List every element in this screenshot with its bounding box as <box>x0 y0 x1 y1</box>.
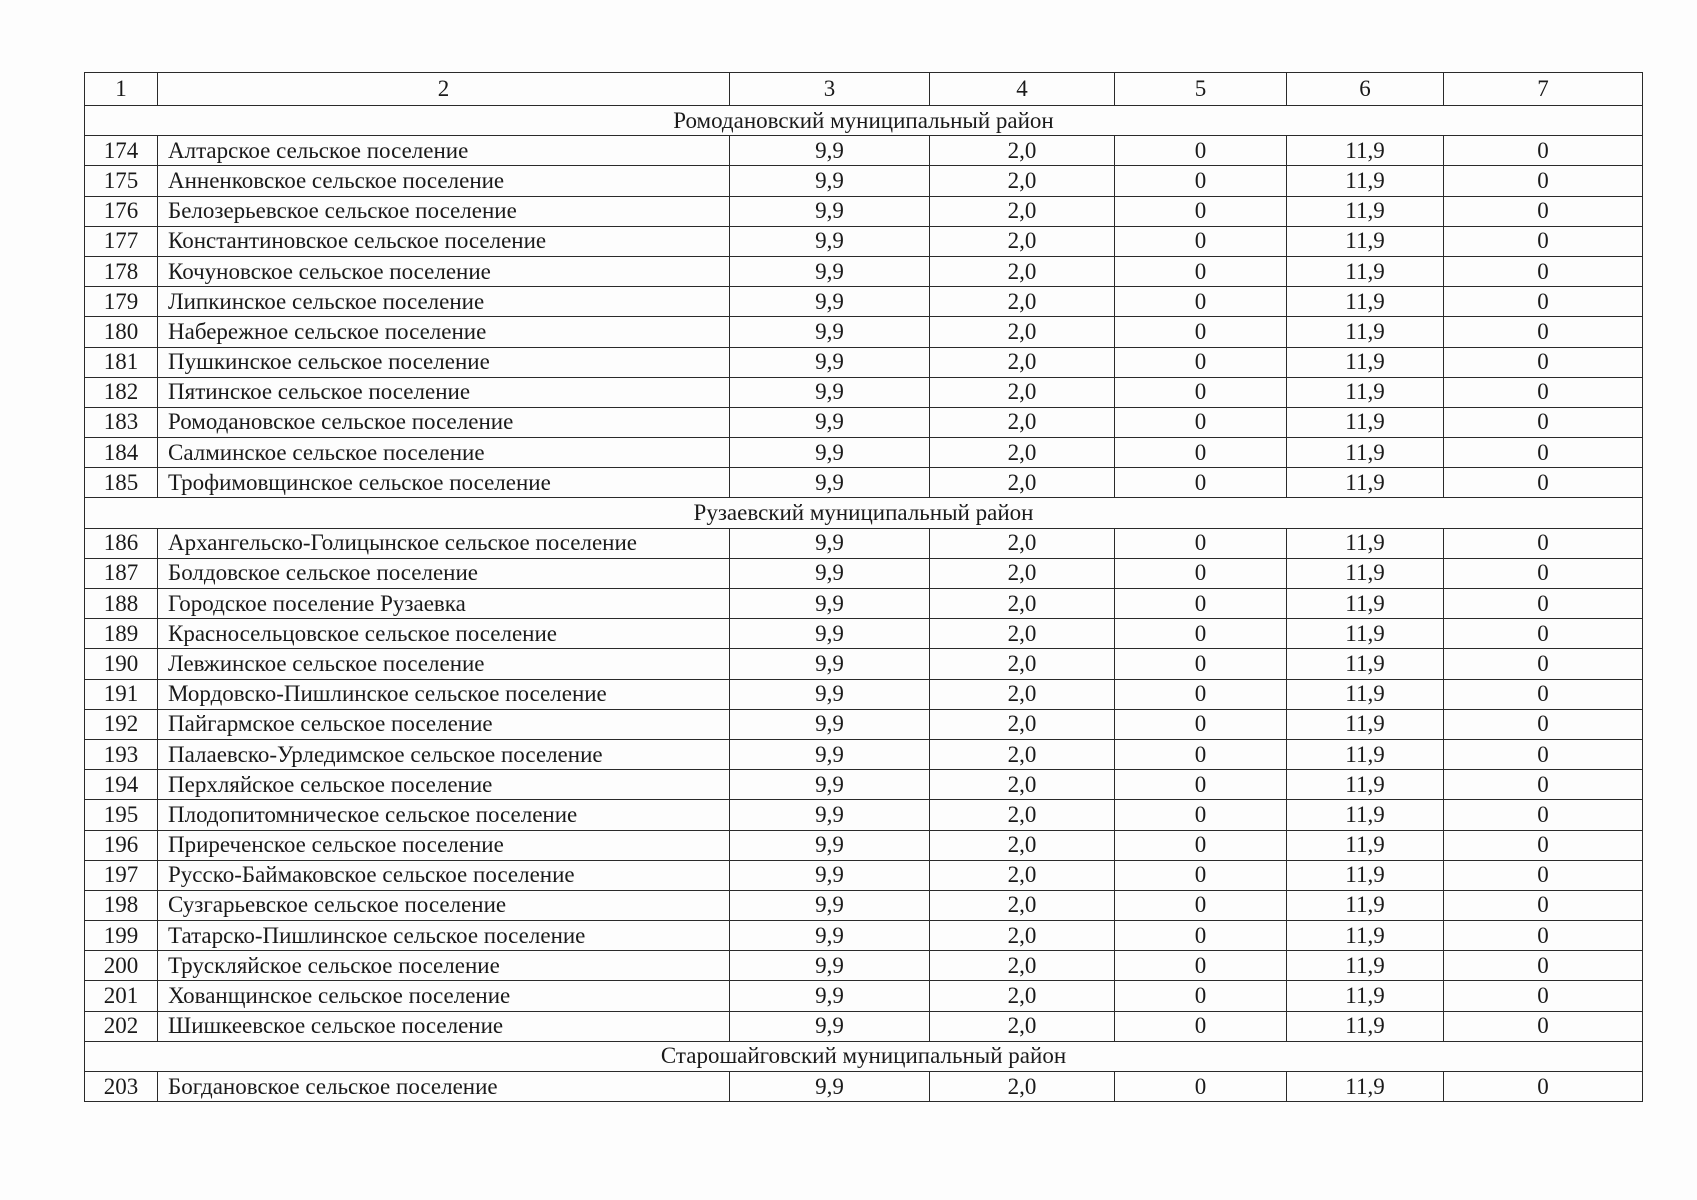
value-col-6: 11,9 <box>1287 589 1444 619</box>
value-col-5: 0 <box>1115 890 1287 920</box>
row-number: 184 <box>85 438 158 468</box>
value-col-6: 11,9 <box>1287 256 1444 286</box>
value-col-6: 11,9 <box>1287 739 1444 769</box>
value-col-4: 2,0 <box>930 770 1115 800</box>
value-col-3: 9,9 <box>730 287 930 317</box>
column-header: 6 <box>1287 73 1444 106</box>
value-col-7: 0 <box>1444 860 1643 890</box>
value-col-7: 0 <box>1444 679 1643 709</box>
row-number: 197 <box>85 860 158 890</box>
row-number: 188 <box>85 589 158 619</box>
table-row <box>85 679 1643 709</box>
row-number: 194 <box>85 770 158 800</box>
settlement-name: Палаевско-Урледимское сельское поселение <box>158 739 730 769</box>
settlement-name: Плодопитомническое сельское поселение <box>158 800 730 830</box>
section-header-row <box>85 498 1643 528</box>
settlement-name: Трускляйское сельское поселение <box>158 951 730 981</box>
value-col-5: 0 <box>1115 921 1287 951</box>
value-col-5: 0 <box>1115 438 1287 468</box>
settlement-name: Татарско-Пишлинское сельское поселение <box>158 921 730 951</box>
value-col-3: 9,9 <box>730 166 930 196</box>
value-col-7: 0 <box>1444 709 1643 739</box>
table-row <box>85 830 1643 860</box>
value-col-7: 0 <box>1444 438 1643 468</box>
value-col-5: 0 <box>1115 287 1287 317</box>
value-col-6: 11,9 <box>1287 558 1444 588</box>
column-header: 3 <box>730 73 930 106</box>
table-row <box>85 770 1643 800</box>
value-col-4: 2,0 <box>930 709 1115 739</box>
value-col-3: 9,9 <box>730 438 930 468</box>
settlement-name: Сузгарьевское сельское поселение <box>158 890 730 920</box>
value-col-5: 0 <box>1115 860 1287 890</box>
value-col-3: 9,9 <box>730 890 930 920</box>
row-number: 183 <box>85 407 158 437</box>
table-row <box>85 890 1643 920</box>
value-col-5: 0 <box>1115 377 1287 407</box>
value-col-5: 0 <box>1115 1011 1287 1041</box>
value-col-5: 0 <box>1115 951 1287 981</box>
table-row <box>85 649 1643 679</box>
table-row <box>85 438 1643 468</box>
value-col-6: 11,9 <box>1287 951 1444 981</box>
column-header: 1 <box>85 73 158 106</box>
value-col-5: 0 <box>1115 136 1287 166</box>
settlement-name: Салминское сельское поселение <box>158 438 730 468</box>
value-col-3: 9,9 <box>730 679 930 709</box>
value-col-5: 0 <box>1115 558 1287 588</box>
value-col-4: 2,0 <box>930 196 1115 226</box>
column-header: 4 <box>930 73 1115 106</box>
section-title: Старошайговский муниципальный район <box>85 1041 1643 1071</box>
settlement-name: Шишкеевское сельское поселение <box>158 1011 730 1041</box>
row-number: 181 <box>85 347 158 377</box>
value-col-5: 0 <box>1115 770 1287 800</box>
data-table <box>84 72 1643 1102</box>
value-col-3: 9,9 <box>730 136 930 166</box>
value-col-3: 9,9 <box>730 921 930 951</box>
value-col-7: 0 <box>1444 377 1643 407</box>
settlement-name: Пятинское сельское поселение <box>158 377 730 407</box>
settlement-name: Красносельцовское сельское поселение <box>158 619 730 649</box>
value-col-3: 9,9 <box>730 407 930 437</box>
settlement-name: Городское поселение Рузаевка <box>158 589 730 619</box>
value-col-4: 2,0 <box>930 377 1115 407</box>
value-col-5: 0 <box>1115 256 1287 286</box>
row-number: 198 <box>85 890 158 920</box>
value-col-6: 11,9 <box>1287 317 1444 347</box>
value-col-6: 11,9 <box>1287 407 1444 437</box>
column-header: 7 <box>1444 73 1643 106</box>
value-col-5: 0 <box>1115 981 1287 1011</box>
value-col-6: 11,9 <box>1287 287 1444 317</box>
value-col-6: 11,9 <box>1287 1011 1444 1041</box>
value-col-5: 0 <box>1115 709 1287 739</box>
value-col-3: 9,9 <box>730 709 930 739</box>
settlement-name: Болдовское сельское поселение <box>158 558 730 588</box>
value-col-7: 0 <box>1444 739 1643 769</box>
row-number: 180 <box>85 317 158 347</box>
value-col-6: 11,9 <box>1287 830 1444 860</box>
value-col-6: 11,9 <box>1287 800 1444 830</box>
value-col-3: 9,9 <box>730 347 930 377</box>
row-number: 203 <box>85 1072 158 1102</box>
table-row <box>85 166 1643 196</box>
table-row <box>85 136 1643 166</box>
row-number: 199 <box>85 921 158 951</box>
row-number: 195 <box>85 800 158 830</box>
settlement-name: Алтарское сельское поселение <box>158 136 730 166</box>
value-col-3: 9,9 <box>730 619 930 649</box>
settlement-name: Белозерьевское сельское поселение <box>158 196 730 226</box>
value-col-7: 0 <box>1444 951 1643 981</box>
value-col-3: 9,9 <box>730 196 930 226</box>
value-col-6: 11,9 <box>1287 890 1444 920</box>
value-col-7: 0 <box>1444 921 1643 951</box>
settlement-name: Приреченское сельское поселение <box>158 830 730 860</box>
value-col-4: 2,0 <box>930 649 1115 679</box>
value-col-5: 0 <box>1115 739 1287 769</box>
value-col-4: 2,0 <box>930 317 1115 347</box>
value-col-6: 11,9 <box>1287 136 1444 166</box>
table-row <box>85 226 1643 256</box>
settlement-name: Левжинское сельское поселение <box>158 649 730 679</box>
value-col-6: 11,9 <box>1287 196 1444 226</box>
value-col-5: 0 <box>1115 166 1287 196</box>
value-col-6: 11,9 <box>1287 347 1444 377</box>
value-col-4: 2,0 <box>930 739 1115 769</box>
value-col-4: 2,0 <box>930 407 1115 437</box>
value-col-5: 0 <box>1115 196 1287 226</box>
value-col-6: 11,9 <box>1287 1072 1444 1102</box>
settlement-name: Константиновское сельское поселение <box>158 226 730 256</box>
table-row <box>85 739 1643 769</box>
table-row <box>85 1011 1643 1041</box>
settlement-name: Богдановское сельское поселение <box>158 1072 730 1102</box>
settlement-name: Перхляйское сельское поселение <box>158 770 730 800</box>
value-col-3: 9,9 <box>730 377 930 407</box>
value-col-4: 2,0 <box>930 528 1115 558</box>
value-col-4: 2,0 <box>930 136 1115 166</box>
value-col-3: 9,9 <box>730 800 930 830</box>
value-col-3: 9,9 <box>730 468 930 498</box>
row-number: 176 <box>85 196 158 226</box>
value-col-4: 2,0 <box>930 256 1115 286</box>
value-col-7: 0 <box>1444 347 1643 377</box>
row-number: 190 <box>85 649 158 679</box>
value-col-4: 2,0 <box>930 860 1115 890</box>
row-number: 185 <box>85 468 158 498</box>
table-row <box>85 800 1643 830</box>
value-col-5: 0 <box>1115 1072 1287 1102</box>
settlement-name: Ромодановское сельское поселение <box>158 407 730 437</box>
value-col-5: 0 <box>1115 528 1287 558</box>
value-col-3: 9,9 <box>730 558 930 588</box>
column-header: 2 <box>158 73 730 106</box>
table-row <box>85 619 1643 649</box>
row-number: 200 <box>85 951 158 981</box>
table-row <box>85 589 1643 619</box>
value-col-4: 2,0 <box>930 1072 1115 1102</box>
value-col-4: 2,0 <box>930 800 1115 830</box>
value-col-6: 11,9 <box>1287 770 1444 800</box>
value-col-7: 0 <box>1444 649 1643 679</box>
value-col-4: 2,0 <box>930 921 1115 951</box>
value-col-7: 0 <box>1444 890 1643 920</box>
settlement-name: Трофимовщинское сельское поселение <box>158 468 730 498</box>
settlement-name: Архангельско-Голицынское сельское поселение <box>158 528 730 558</box>
value-col-4: 2,0 <box>930 468 1115 498</box>
table-row <box>85 468 1643 498</box>
value-col-4: 2,0 <box>930 890 1115 920</box>
table-row <box>85 528 1643 558</box>
value-col-7: 0 <box>1444 1072 1643 1102</box>
settlement-name: Мордовско-Пишлинское сельское поселение <box>158 679 730 709</box>
value-col-7: 0 <box>1444 226 1643 256</box>
value-col-6: 11,9 <box>1287 438 1444 468</box>
value-col-5: 0 <box>1115 679 1287 709</box>
value-col-6: 11,9 <box>1287 377 1444 407</box>
table-row <box>85 860 1643 890</box>
value-col-3: 9,9 <box>730 1072 930 1102</box>
column-number-row <box>85 73 1643 106</box>
settlement-name: Анненковское сельское поселение <box>158 166 730 196</box>
value-col-6: 11,9 <box>1287 528 1444 558</box>
table-row <box>85 256 1643 286</box>
value-col-6: 11,9 <box>1287 226 1444 256</box>
row-number: 202 <box>85 1011 158 1041</box>
settlement-name: Пушкинское сельское поселение <box>158 347 730 377</box>
value-col-7: 0 <box>1444 830 1643 860</box>
value-col-5: 0 <box>1115 226 1287 256</box>
row-number: 178 <box>85 256 158 286</box>
row-number: 175 <box>85 166 158 196</box>
value-col-6: 11,9 <box>1287 921 1444 951</box>
value-col-4: 2,0 <box>930 589 1115 619</box>
row-number: 177 <box>85 226 158 256</box>
value-col-4: 2,0 <box>930 438 1115 468</box>
value-col-3: 9,9 <box>730 770 930 800</box>
value-col-3: 9,9 <box>730 739 930 769</box>
settlement-name: Набережное сельское поселение <box>158 317 730 347</box>
value-col-6: 11,9 <box>1287 166 1444 196</box>
value-col-6: 11,9 <box>1287 649 1444 679</box>
value-col-7: 0 <box>1444 619 1643 649</box>
value-col-6: 11,9 <box>1287 468 1444 498</box>
value-col-7: 0 <box>1444 981 1643 1011</box>
column-header: 5 <box>1115 73 1287 106</box>
row-number: 196 <box>85 830 158 860</box>
value-col-3: 9,9 <box>730 317 930 347</box>
value-col-7: 0 <box>1444 558 1643 588</box>
table-row <box>85 196 1643 226</box>
table-row <box>85 377 1643 407</box>
row-number: 179 <box>85 287 158 317</box>
settlement-name: Пайгармское сельское поселение <box>158 709 730 739</box>
value-col-5: 0 <box>1115 407 1287 437</box>
value-col-3: 9,9 <box>730 256 930 286</box>
row-number: 193 <box>85 739 158 769</box>
value-col-5: 0 <box>1115 347 1287 377</box>
value-col-7: 0 <box>1444 196 1643 226</box>
value-col-4: 2,0 <box>930 287 1115 317</box>
value-col-7: 0 <box>1444 166 1643 196</box>
value-col-6: 11,9 <box>1287 679 1444 709</box>
table-row <box>85 287 1643 317</box>
value-col-3: 9,9 <box>730 830 930 860</box>
table-row <box>85 921 1643 951</box>
row-number: 201 <box>85 981 158 1011</box>
value-col-4: 2,0 <box>930 226 1115 256</box>
value-col-7: 0 <box>1444 800 1643 830</box>
table-row <box>85 317 1643 347</box>
settlement-name: Кочуновское сельское поселение <box>158 256 730 286</box>
row-number: 189 <box>85 619 158 649</box>
value-col-7: 0 <box>1444 589 1643 619</box>
value-col-5: 0 <box>1115 589 1287 619</box>
value-col-3: 9,9 <box>730 528 930 558</box>
value-col-5: 0 <box>1115 619 1287 649</box>
value-col-5: 0 <box>1115 649 1287 679</box>
value-col-3: 9,9 <box>730 1011 930 1041</box>
value-col-7: 0 <box>1444 256 1643 286</box>
section-header-row <box>85 1041 1643 1071</box>
section-title: Ромодановский муниципальный район <box>85 106 1643 136</box>
table-row <box>85 407 1643 437</box>
value-col-3: 9,9 <box>730 649 930 679</box>
value-col-4: 2,0 <box>930 558 1115 588</box>
value-col-4: 2,0 <box>930 951 1115 981</box>
row-number: 186 <box>85 528 158 558</box>
value-col-6: 11,9 <box>1287 860 1444 890</box>
value-col-7: 0 <box>1444 407 1643 437</box>
value-col-4: 2,0 <box>930 347 1115 377</box>
table-row <box>85 951 1643 981</box>
value-col-5: 0 <box>1115 317 1287 347</box>
value-col-4: 2,0 <box>930 679 1115 709</box>
value-col-6: 11,9 <box>1287 619 1444 649</box>
value-col-7: 0 <box>1444 528 1643 558</box>
value-col-7: 0 <box>1444 770 1643 800</box>
table-row <box>85 1072 1643 1102</box>
value-col-5: 0 <box>1115 800 1287 830</box>
row-number: 174 <box>85 136 158 166</box>
row-number: 187 <box>85 558 158 588</box>
value-col-4: 2,0 <box>930 1011 1115 1041</box>
value-col-3: 9,9 <box>730 226 930 256</box>
value-col-7: 0 <box>1444 287 1643 317</box>
table-row <box>85 981 1643 1011</box>
value-col-6: 11,9 <box>1287 709 1444 739</box>
row-number: 182 <box>85 377 158 407</box>
section-header-row <box>85 106 1643 136</box>
value-col-5: 0 <box>1115 830 1287 860</box>
table-row <box>85 709 1643 739</box>
section-title: Рузаевский муниципальный район <box>85 498 1643 528</box>
value-col-3: 9,9 <box>730 860 930 890</box>
settlement-name: Хованщинское сельское поселение <box>158 981 730 1011</box>
row-number: 191 <box>85 679 158 709</box>
settlement-name: Липкинское сельское поселение <box>158 287 730 317</box>
settlement-name: Русско-Баймаковское сельское поселение <box>158 860 730 890</box>
table-body <box>85 73 1643 1102</box>
value-col-4: 2,0 <box>930 981 1115 1011</box>
value-col-3: 9,9 <box>730 589 930 619</box>
value-col-4: 2,0 <box>930 830 1115 860</box>
value-col-3: 9,9 <box>730 981 930 1011</box>
table-row <box>85 347 1643 377</box>
value-col-7: 0 <box>1444 136 1643 166</box>
value-col-4: 2,0 <box>930 166 1115 196</box>
value-col-6: 11,9 <box>1287 981 1444 1011</box>
table-row <box>85 558 1643 588</box>
value-col-7: 0 <box>1444 468 1643 498</box>
value-col-7: 0 <box>1444 317 1643 347</box>
value-col-5: 0 <box>1115 468 1287 498</box>
value-col-3: 9,9 <box>730 951 930 981</box>
value-col-7: 0 <box>1444 1011 1643 1041</box>
value-col-4: 2,0 <box>930 619 1115 649</box>
row-number: 192 <box>85 709 158 739</box>
